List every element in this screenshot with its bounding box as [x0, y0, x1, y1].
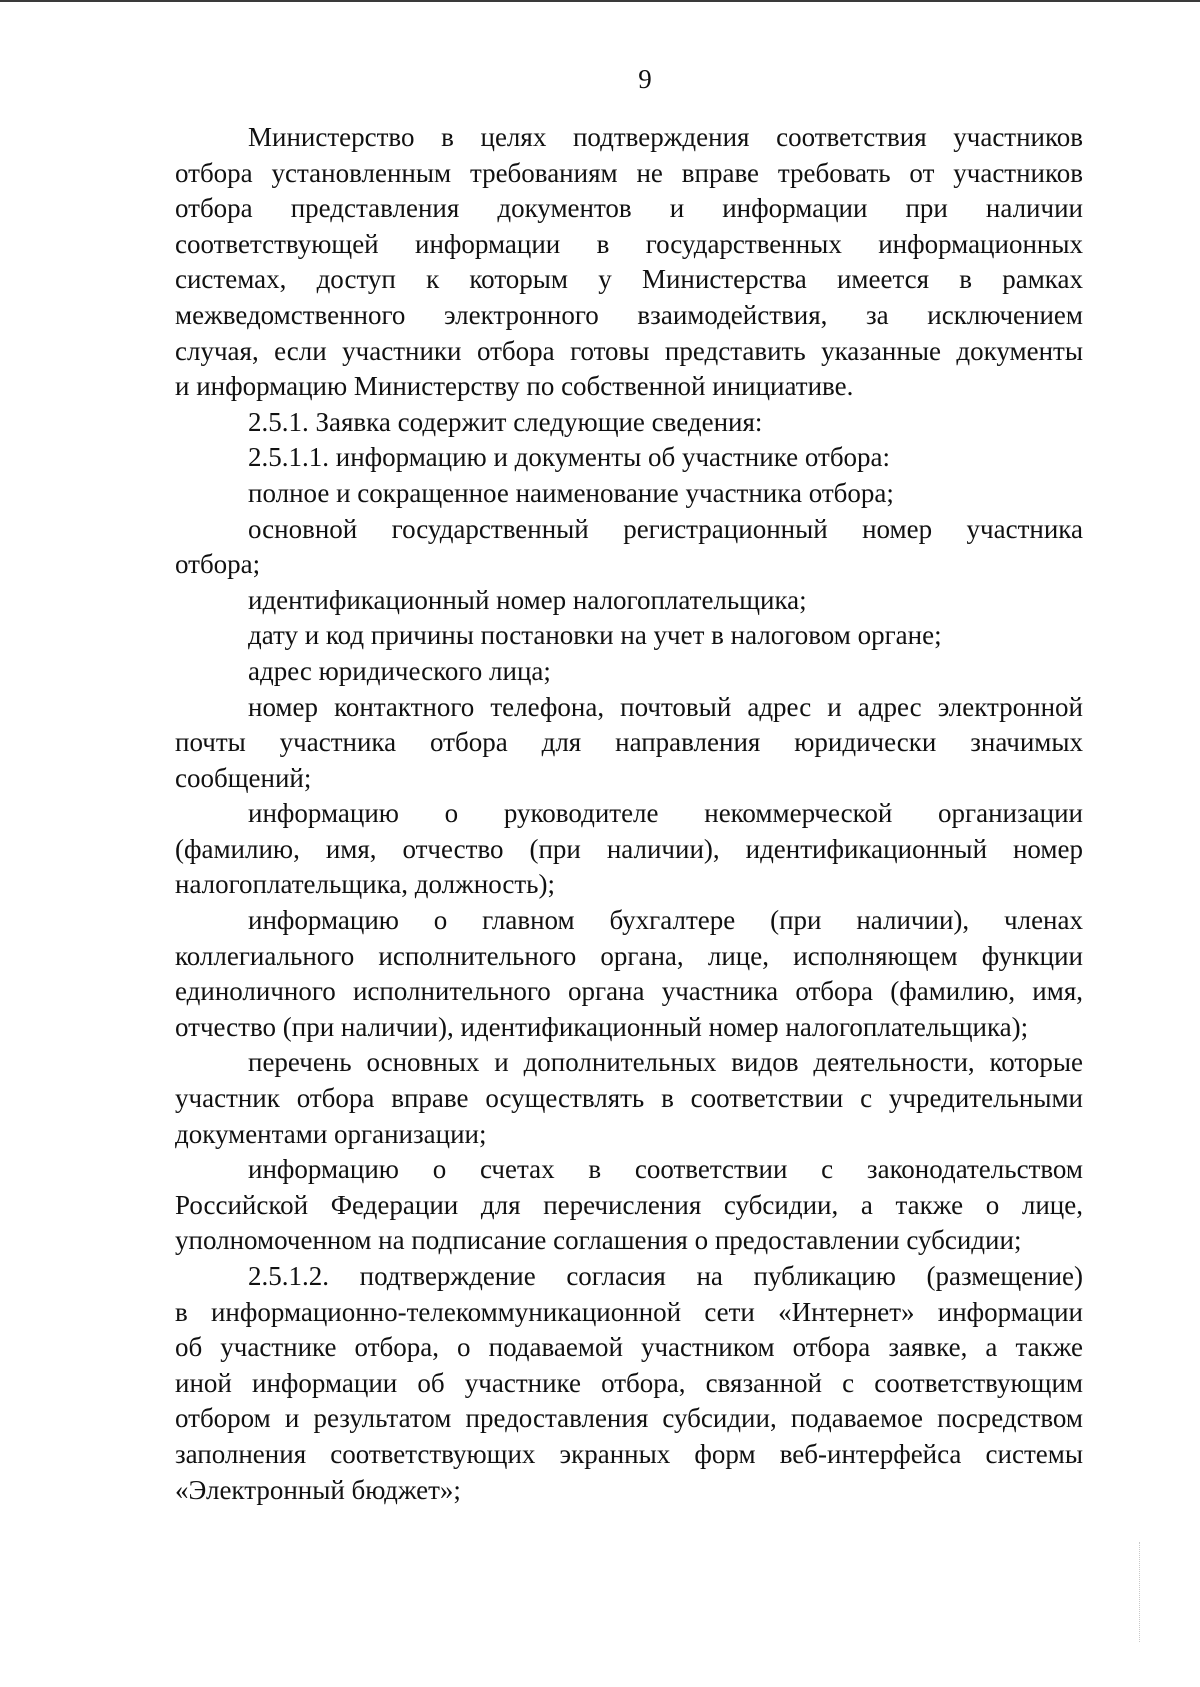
text-line: почты участника отбора для направления юридически значимых — [175, 727, 1083, 758]
text-line: информацию о руководителе некоммерческой организации — [248, 798, 1083, 829]
text-line: иной информации об участнике отбора, связанной с соответствующим — [175, 1367, 1083, 1398]
paragraph — [175, 405, 1083, 441]
text-line: налогоплательщика, должность); — [175, 869, 555, 900]
paragraph — [175, 1152, 1083, 1259]
scan-artifact — [1138, 1542, 1140, 1642]
text-line: коллегиального исполнительного органа, лице, исполняющем функции — [175, 940, 1083, 971]
text-line: межведомственного электронного взаимодействия, за исключением — [175, 299, 1083, 330]
text-line: единоличного исполнительного органа участника отбора (фамилию, имя, — [175, 976, 1083, 1007]
text-line: в информационно-телекоммуникационной сети «Интернет» информации — [175, 1296, 1083, 1327]
text-line: участник отбора вправе осуществлять в соответствии с учредительными — [175, 1083, 1083, 1114]
text-line: информацию о счетах в соответствии с законодательством — [248, 1154, 1083, 1185]
text-line: отбора; — [175, 549, 261, 580]
text-line: об участнике отбора, о подаваемой участником отбора заявке, а также — [175, 1332, 1083, 1363]
paragraph — [175, 440, 1083, 476]
text-line: дату и код причины постановки на учет в налоговом органе; — [248, 620, 942, 651]
text-line: 2.5.1.1. информацию и документы об участнике отбора: — [248, 442, 891, 473]
text-line: соответствующей информации в государственных информационных — [175, 228, 1083, 259]
text-line: отчество (при наличии), идентификационный номер налогоплательщика); — [175, 1011, 1029, 1042]
text-line: основной государственный регистрационный номер участника — [248, 513, 1083, 544]
paragraph — [175, 1045, 1083, 1152]
text-line: системах, доступ к которым у Министерства имеется в рамках — [175, 264, 1083, 295]
paragraph — [175, 583, 1083, 619]
paragraph — [175, 690, 1083, 797]
text-line: «Электронный бюджет»; — [175, 1474, 461, 1505]
text-line: полное и сокращенное наименование участника отбора; — [248, 477, 894, 508]
text-line: 2.5.1.2. подтверждение согласия на публикацию (размещение) — [248, 1261, 1083, 1291]
paragraph — [175, 618, 1083, 654]
text-line: заполнения соответствующих экранных форм веб-интерфейса системы — [175, 1438, 1083, 1469]
paragraph — [175, 654, 1083, 690]
text-line: отбора установленным требованиям не вправе требовать от участников — [175, 157, 1083, 188]
text-line: уполномоченном на подписание соглашения о предоставлении субсидии; — [175, 1225, 1022, 1256]
text-line: перечень основных и дополнительных видов деятельности, которые — [248, 1047, 1083, 1078]
text-line: адрес юридического лица; — [248, 655, 551, 686]
paragraph — [175, 476, 1083, 512]
text-line: идентификационный номер налогоплательщика; — [248, 584, 807, 615]
text-line: (фамилию, имя, отчество (при наличии), идентификационный номер — [175, 833, 1083, 864]
text-line: номер контактного телефона, почтовый адрес и адрес электронной — [248, 691, 1083, 722]
text-line: сообщений; — [175, 762, 312, 793]
text-line: документами организации; — [175, 1118, 487, 1149]
text-line: информацию о главном бухгалтере (при наличии), членах — [248, 905, 1083, 936]
paragraph — [175, 512, 1083, 583]
text-line: отбором и результатом предоставления субсидии, подаваемое посредством — [175, 1403, 1083, 1434]
text-line: и информацию Министерству по собственной инициативе. — [175, 371, 854, 402]
paragraph — [175, 796, 1083, 903]
page-number: 9 — [638, 64, 652, 94]
text-line: 2.5.1. Заявка содержит следующие сведения: — [248, 406, 763, 437]
paragraph — [175, 120, 1083, 405]
text-line: Министерство в целях подтверждения соответствия участников — [248, 122, 1083, 152]
paragraph — [175, 903, 1083, 1045]
document-body — [175, 120, 1083, 1508]
text-line: отбора представления документов и информации при наличии — [175, 193, 1083, 224]
text-line: Российской Федерации для перечисления субсидии, а также о лице, — [175, 1189, 1083, 1220]
paragraph — [175, 1259, 1083, 1508]
text-line: случая, если участники отбора готовы представить указанные документы — [175, 335, 1083, 366]
